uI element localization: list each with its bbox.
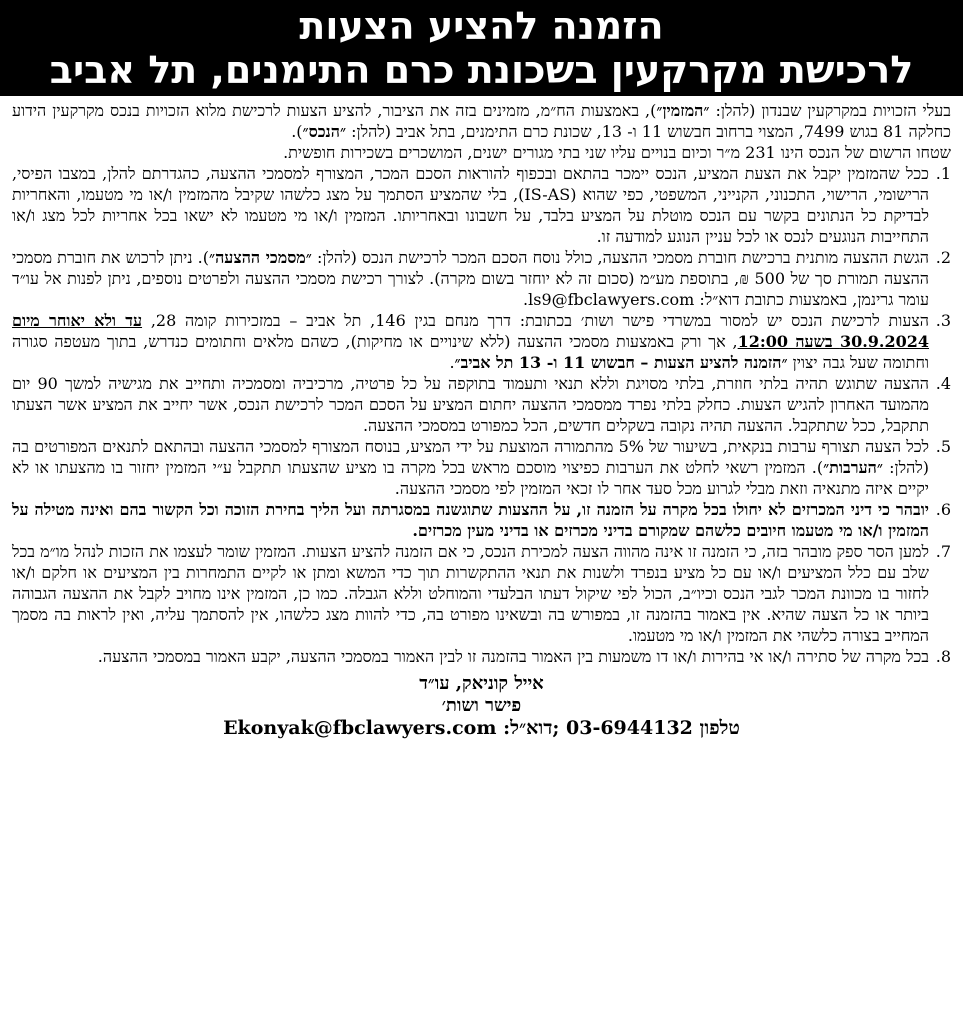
signature-block bbox=[12, 673, 951, 739]
term-item-7: 7. למען הסר ספק מובהר בזה, כי הזמנה זו אינה מהווה הצעה למכירת הנכס, כי אם הזמנה להציע הצעות. המזמין שומר לעצמו את הזכות לנהל מו״מ בכל שלב עם כלל המציעים ו/או עם כל מציע בנפרד ולשנות את תנאי ההתקשרות תוך כדי המשא ומתן או לקיים התמחרות בין המציעים או חלקם ו/או לחזור בו מכוונת המכר לגבי הנכס וכיו״ב, הכול לפי שיקול דעתו הבלעדי והמוחלט וללא הגבלה. כמו כן, המזמין אינו מחויב לקבל את ההצעה הגבוהה ביותר או כל הצעה שהיא. אין באמור בהזמנה זו, במפורש בה ובשאינו מפורט בה, כדי להוות מצג כלשהו, אין להסתמך עליה, ואין לראות בה מסמך המחייב בצורה כלשהי את המזמין ו/או מי מטעמו. bbox=[12, 542, 951, 645]
term-item-2: 2. הגשת ההצעה מותנית ברכישת חוברת מסמכי ההצעה, כולל נוסח הסכם המכר לרכישת הנכס (להלן: ״מסמכי ההצעה״). ניתן לרכוש את חוברת מסמכי ההצעה תמורת סך של 500 ₪, בתוספת מע״מ (סכום זה לא יוחזר בשום מקרה). לצורך רכישת מסמכי ההצעה ולפרטים נוספים, ניתן לפנות אל עו״ד עומר גרינמן, באמצעות כתובת דוא״ל: ls9@fbclawyers.com. bbox=[12, 248, 951, 309]
phone-label: טלפון 03-6944132 ;דוא״ל: bbox=[503, 717, 740, 739]
notice-title: הזמנה להציע הצעות bbox=[299, 4, 664, 48]
documents-email-link[interactable]: ls9@fbclawyers.com bbox=[528, 290, 695, 309]
intro-paragraph-2: שטחו הרשום של הנכס הינו 231 מ״ר וכיום בנויים עליו שני בתי מגורים ישנים, המושכרים בשכירות חופשית. bbox=[283, 143, 951, 162]
term-item-4: 4. ההצעה שתוגש תהיה בלתי חוזרת, בלתי מסויגת וללא תנאי ותעמוד בתוקפה על כל פרטיה, מרכיביה ומסמכיה ותחייב את מגישיה למשך 90 יום מהמועד האחרון להגיש הצעות. כחלק בלתי נפרד ממסמכי ההצעה יחתום המציע על הסכם המכר לרכישת הנכס, אשר יחייב את המציע אשר הצעתו תתקבל, ככל שתתקבל. ההצעה תהיה נקובה בשקלים חדשים, הכל כמפורט במסמכי ההצעה. bbox=[12, 374, 951, 435]
notice-body bbox=[0, 96, 963, 739]
submission-deadline: עד ולא יאוחר מיום 30.9.2024 בשעה 12:00 bbox=[12, 311, 930, 351]
term-item-5: 5. לכל הצעה תצורף ערבות בנקאית, בשיעור של 5% מהתמורה המוצעת על ידי המציע, בנוסח המצורף למסמכי ההצעה ובהתאם לתנאים המפורטים בה (להלן: ״הערבות״). המזמין רשאי לחלט את הערבות כפיצוי מוסכם מראש בכל מקרה בו מציע שהצעתו תתקבל ע״י המזמין יחזור בו מהצעתו או לא יקיים איזה מתנאיה וזאת מבלי לגרוע מכל סעד אחר לו זכאי המזמין לפי מסמכי ההצעה. bbox=[12, 437, 951, 498]
term-item-3: 3. הצעות לרכישת הנכס יש למסור במשרדי פישר ושות׳ בכתובת: דרך מנחם בגין 146, תל אביב – במזכירות קומה 28, עד ולא יאוחר מיום 30.9.2024 בשעה 12:00, אך ורק באמצעות מסמכי ההצעה (ללא שינויים או מחיקות), כשהם מלאים וחתומים כנדרש, בתוך מעטפה סגורה וחתומה שעל גבה יצוין ״הזמנה להציע הצעות – חבשוש 11 ו- 13 תל אביב״. bbox=[12, 311, 951, 372]
terms-list bbox=[12, 163, 951, 667]
notice-subtitle: לרכישת מקרקעין בשכונת כרם התימנים, תל אביב bbox=[49, 48, 914, 92]
term-item-1: 1. ככל שהמזמין יקבל את הצעת המציע, הנכס יימכר בהתאם ובכפוף להוראות הסכם המכר, המצורף למסמכי ההצעה, כהגדרתם להלן, במצבו הפיסי, הרישומי, הרישוי, התכנוני, הקנייני, המשפטי, כפי שהוא (IS-AS), בלי שהמציע הסתמך על מצג כלשהו שקיבל מהמזמין ו/או מי מטעמו, והאחריות לבדיקת כל הנתונים בקשר עם הנכס מוטלת על המציע בלבד, על חשבונו ובאחריותו. המזמין ו/או מי מטעמו לא ישאו בכל אחריות לכל מצג ו/או התחייבות הנוגעים לנכס או לכל עניין הנוגע למודעה זו. bbox=[12, 164, 951, 246]
contact-line bbox=[12, 717, 951, 739]
notice-header bbox=[0, 0, 963, 96]
contact-email-link[interactable]: Ekonyak@fbclawyers.com bbox=[223, 717, 497, 739]
intro-paragraph-1: בעלי הזכויות במקרקעין שבנדון (להלן: ״המזמין״), באמצעות הח״מ, מזמינים בזה את הציבור, להציע הצעות לרכישת מלוא הזכויות בנכס מקרקעין הידוע כחלקה 81 בגוש 7499, המצוי ברחוב חבשוש 11 ו- 13, שכונת כרם התימנים, בתל אביב (להלן: ״הנכס״). bbox=[12, 101, 952, 141]
signatory-name: אייל קוניאק, עו״ד bbox=[419, 673, 544, 694]
term-item-8: 8. בכל מקרה של סתירה ו/או אי בהירות ו/או דו משמעות בין האמור בהזמנה זו לבין האמור במסמכי ההצעה, יקבע האמור במסמכי ההצעה. bbox=[97, 647, 951, 666]
firm-name: פישר ושות׳ bbox=[441, 695, 522, 716]
term-item-6: 6. יובהר כי דיני המכרזים לא יחולו בכל מקרה על הזמנה זו, על ההצעות שתוגשנה במסגרתה ועל הליך בחירת הזוכה וכל הקשור בהם ואינה מטילה על המזמין ו/או מי מטעמו חיובים כלשהם שמקורם בדיני מכרזים או בדיני מעין מכרזים. bbox=[12, 500, 951, 540]
